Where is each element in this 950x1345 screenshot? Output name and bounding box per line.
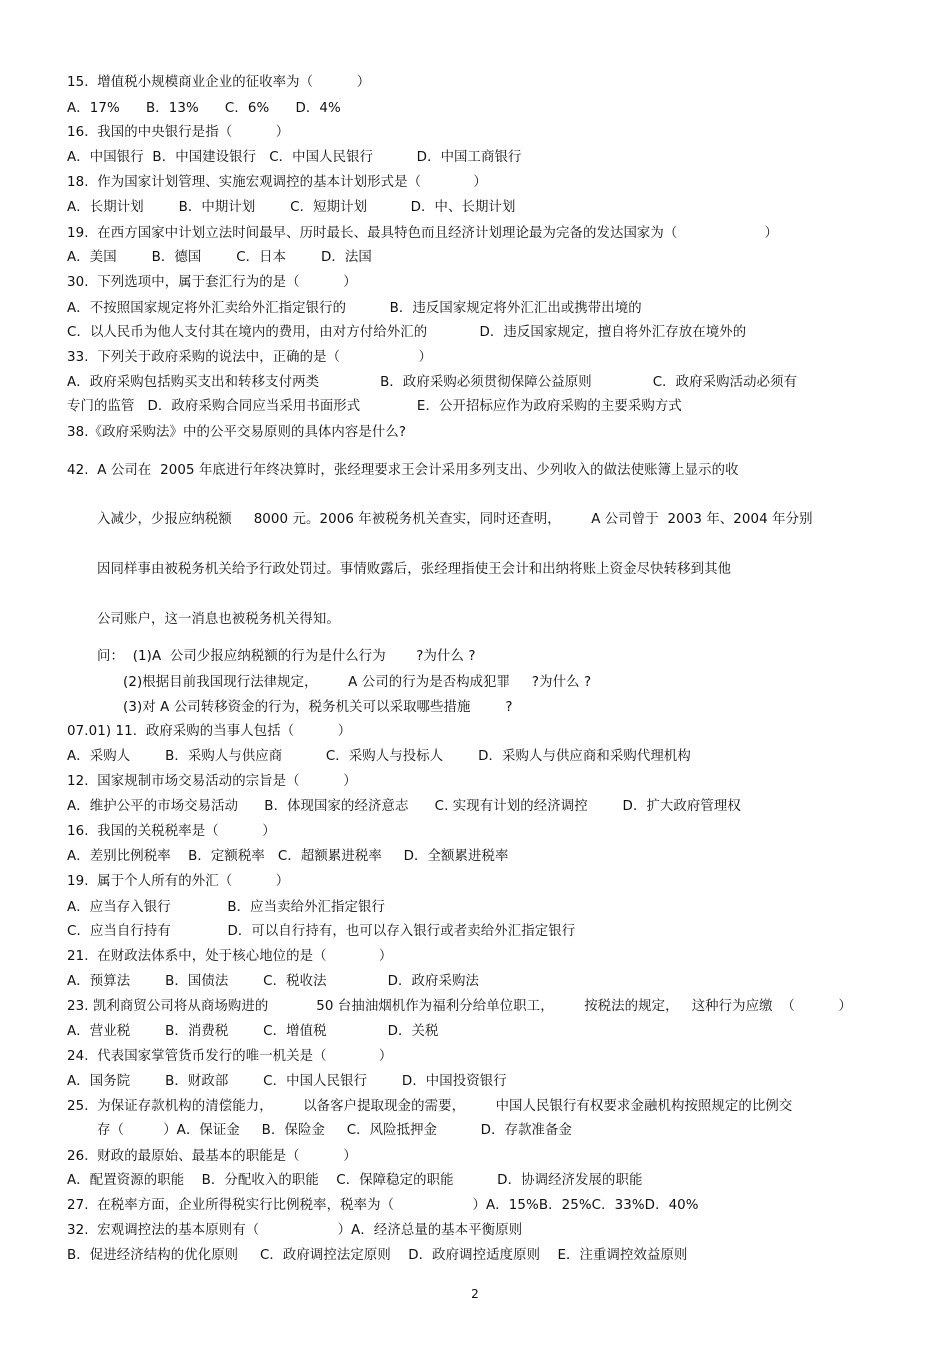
options-11: A．采购人 B．采购人与供应商 C．采购人与投标人 D．采购人与供应商和采购代理机构 — [67, 749, 691, 764]
page-number: 2 — [471, 1287, 479, 1301]
options-15: A．17% B．13% C．6% D．4% — [67, 101, 341, 116]
options-16: A．中国银行 B．中国建设银行 C．中国人民银行 D．中国工商银行 — [67, 150, 522, 165]
question-42-line4: 公司账户，这一消息也被税务机关得知。 — [97, 612, 340, 627]
question-42-ask-2: (2)根据目前我国现行法律规定， A 公司的行为是否构成犯罪 ?为什么 ? — [123, 675, 592, 690]
options-19b-ab: A．应当存入银行 B．应当卖给外汇指定银行 — [67, 900, 386, 915]
options-16b: A．差别比例税率 B．定额税率 C．超额累进税率 D．全额累进税率 — [67, 849, 509, 864]
question-21: 21. 在财政法体系中，处于核心地位的是（ ） — [67, 949, 393, 964]
question-42-ask-3: (3)对 A 公司转移资金的行为，税务机关可以采取哪些措施 ? — [123, 700, 513, 715]
options-33-line1: A．政府采购包括购买支出和转移支付两类 B．政府采购必须贯彻保障公益原则 C．政府采购活动必须有 — [67, 375, 798, 390]
options-30-ab: A．不按照国家规定将外汇卖给外汇指定银行的 B．违反国家规定将外汇汇出或携带出境的 — [67, 301, 642, 316]
options-24: A．国务院 B．财政部 C．中国人民银行 D．中国投资银行 — [67, 1074, 507, 1089]
question-26: 26. 财政的最原始、最基本的职能是（ ） — [67, 1149, 357, 1164]
question-42-line2: 入减少，少报应纳税额 8000 元。2006 年被税务机关查实，同时还查明， A 公司曾于 2003 年、2004 年分别 — [97, 512, 813, 527]
question-15: 15. 增值税小规模商业企业的征收率为（ ） — [67, 75, 371, 90]
question-32: 32. 宏观调控法的基本原则有（ ）A．经济总量的基本平衡原则 — [67, 1223, 523, 1238]
options-30-cd: C．以人民币为他人支付其在境内的费用，由对方付给外汇的 D．违反国家规定，擅自将外汇存放在境外的 — [67, 325, 747, 340]
question-30: 30. 下列选项中，属于套汇行为的是（ ） — [67, 275, 357, 290]
question-33: 33. 下列关于政府采购的说法中，正确的是（ ） — [67, 350, 433, 365]
question-27: 27. 在税率方面，企业所得税实行比例税率，税率为（ ）A．15%B．25%C．33%D．40% — [67, 1198, 699, 1213]
question-25-line2: 存（ ）A．保证金 B．保险金 C．风险抵押金 D．存款准备金 — [97, 1123, 573, 1138]
question-19: 19. 在西方国家中计划立法时间最早、历时最长、最具特色而且经济计划理论最为完备的发达国家为（ ） — [67, 226, 779, 241]
question-42-ask-1: 问： (1)A 公司少报应纳税额的行为是什么行为 ?为什么 ? — [97, 649, 476, 664]
options-18: A．长期计划 B．中期计划 C．短期计划 D．中、长期计划 — [67, 200, 516, 215]
options-33-line2: 专门的监管 D．政府采购合同应当采用书面形式 E．公开招标应作为政府采购的主要采购方式 — [67, 399, 682, 414]
options-23: A．营业税 B．消费税 C．增值税 D．关税 — [67, 1024, 439, 1039]
options-26: A．配置资源的职能 B．分配收入的职能 C．保障稳定的职能 D．协调经济发展的职能 — [67, 1173, 643, 1188]
question-24: 24. 代表国家掌管货币发行的唯一机关是（ ） — [67, 1049, 393, 1064]
question-16b: 16. 我国的关税税率是（ ） — [67, 824, 276, 839]
options-19: A．美国 B．德国 C．日本 D．法国 — [67, 250, 372, 265]
question-23: 23. 凯利商贸公司将从商场购进的 50 台抽油烟机作为福利分给单位职工， 按税法的规定， 这种行为应缴 （ ） — [67, 999, 852, 1014]
options-12: A．维护公平的市场交易活动 B．体现国家的经济意志 C. 实现有计划的经济调控 D．扩大政府管理权 — [67, 799, 741, 814]
options-32: B．促进经济结构的优化原则 C．政府调控法定原则 D．政府调控适度原则 E．注重调控效益原则 — [67, 1248, 688, 1263]
question-42-line1: 42. A 公司在 2005 年底进行年终决算时，张经理要求王会计采用多列支出、少列收入的做法使账簿上显示的收 — [67, 463, 739, 478]
question-0701-11: 07.01) 11. 政府采购的当事人包括（ ） — [67, 724, 352, 739]
question-12: 12. 国家规制市场交易活动的宗旨是（ ） — [67, 774, 357, 789]
question-42-line3: 因同样事由被税务机关给予行政处罚过。事情败露后，张经理指使王会计和出纳将账上资金尽快转移到其他 — [97, 562, 732, 577]
question-16: 16. 我国的中央银行是指（ ） — [67, 125, 290, 140]
options-21: A．预算法 B．国债法 C．税收法 D．政府采购法 — [67, 974, 479, 989]
question-38: 38.《政府采购法》中的公平交易原则的具体内容是什么? — [67, 425, 407, 440]
question-18: 18. 作为国家计划管理、实施宏观调控的基本计划形式是（ ） — [67, 175, 487, 190]
options-19b-cd: C．应当自行持有 D．可以自行持有，也可以存入银行或者卖给外汇指定银行 — [67, 924, 576, 939]
question-19b: 19. 属于个人所有的外汇（ ） — [67, 874, 290, 889]
question-25-line1: 25. 为保证存款机构的清偿能力， 以备客户提取现金的需要， 中国人民银行有权要求金融机构按照规定的比例交 — [67, 1099, 793, 1114]
